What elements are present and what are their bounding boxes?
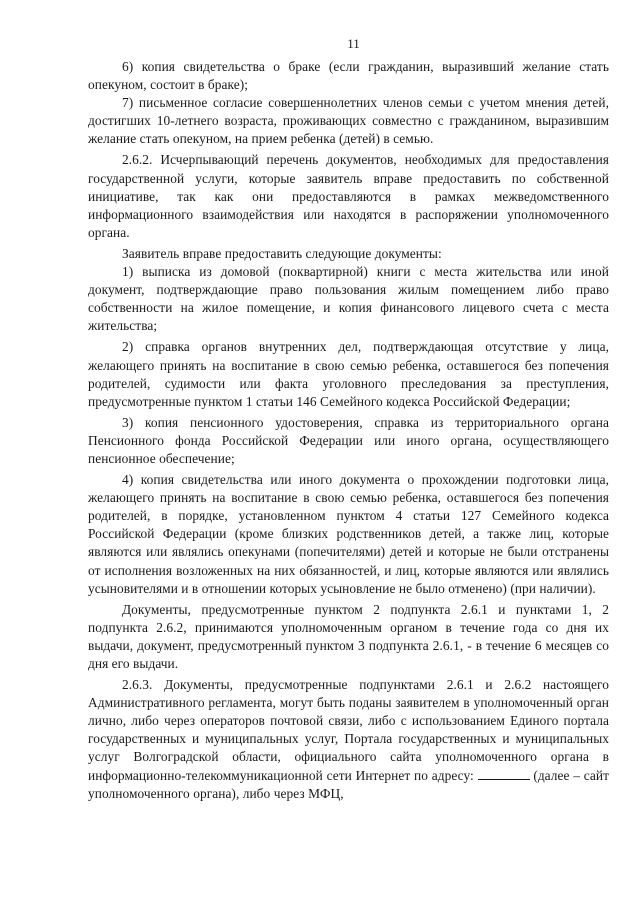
paragraph-2-6-3-start: 2.6.3. Документы, предусмотренные подпунктами 2.6.1 и 2.6.2 настоящего Административного регламента, могут быть поданы заявителем в уполномоченный орган лично, либо через операторов почтовой связи, либо с использованием Единого портала государственных и муниципальных услуг, Портала государственных и муниципальных услуг Волгоградской области, официального сайта уполномоченного органа в информационно-телекоммуникационной сети Интернет по адресу:: [88, 677, 609, 783]
paragraph-2-6-3: [88, 676, 609, 803]
paragraph-doc-1: 1) выписка из домовой (поквартирной) книги с места жительства или иной документ, подтверждающие право пользования жилым помещением либо право собственности на жилое помещение, и копия финансового лицевого счета с места жительства;: [88, 264, 609, 334]
paragraph-2-6-2: 2.6.2. Исчерпывающий перечень документов, необходимых для предоставления государственной услуги, которые заявитель вправе предоставить по собственной инициативе, так как они предоставляются в рамках межведомственного информационного взаимодействия или находятся в распоряжении уполномоченного органа.: [88, 152, 609, 240]
paragraph-applicant-may: Заявитель вправе предоставить следующие документы:: [122, 245, 442, 261]
paragraph-2-6-3-end: (далее – сайт уполномоченного органа), либо через МФЦ,: [88, 767, 609, 801]
paragraph-doc-4: 4) копия свидетельства или иного документа о прохождении подготовки лица, желающего принять на воспитание в свою семью ребенка, оставшегося без попечения родителей, в порядке, установленном пунктом 4 статьи 127 Семейного кодекса Российской Федерации (кроме близких родственников детей, а также лиц, которые являются или являлись опекунами (попечителями) детей и которые не были отстранены от исполнения возложенных на них обязанностей, и лиц, которые являются или являлись усыновителями и в отношении которых усыновление не было отменено) (при наличии).: [88, 472, 609, 596]
paragraph-doc-2: 2) справка органов внутренних дел, подтверждающая отсутствие у лица, желающего принять на воспитание в свою семью ребенка, оставшегося без попечения родителей, судимости или факта уголовного преследования за преступления, предусмотренные пунктом 1 статьи 146 Семейного кодекса Российской Федерации;: [88, 339, 609, 409]
address-blank-line: [478, 769, 530, 780]
paragraph-doc-3: 3) копия пенсионного удостоверения, справка из территориального органа Пенсионного фонда Российской Федерации или иного органа, осуществляющего пенсионное обеспечение;: [88, 414, 609, 466]
paragraph-validity: Документы, предусмотренные пунктом 2 подпункта 2.6.1 и пунктами 1, 2 подпункта 2.6.2, принимаются уполномоченным органом в течение года со дня их выдачи, документ, предусмотренный пунктом 3 подпункта 2.6.1, - в течение 6 месяцев со дня его выдачи.: [88, 601, 609, 671]
page-number: 11: [347, 36, 360, 51]
paragraph-item-6: 6) копия свидетельства о браке (если гражданин, выразивший желание стать опекуном, состоит в браке);: [88, 59, 609, 93]
paragraph-item-7: 7) письменное согласие совершеннолетних членов семьи с учетом мнения детей, достигших 10-летнего возраста, проживающих совместно с гражданином, выразившим желание стать опекуном, на прием ребенка (детей) в семью.: [88, 95, 609, 147]
